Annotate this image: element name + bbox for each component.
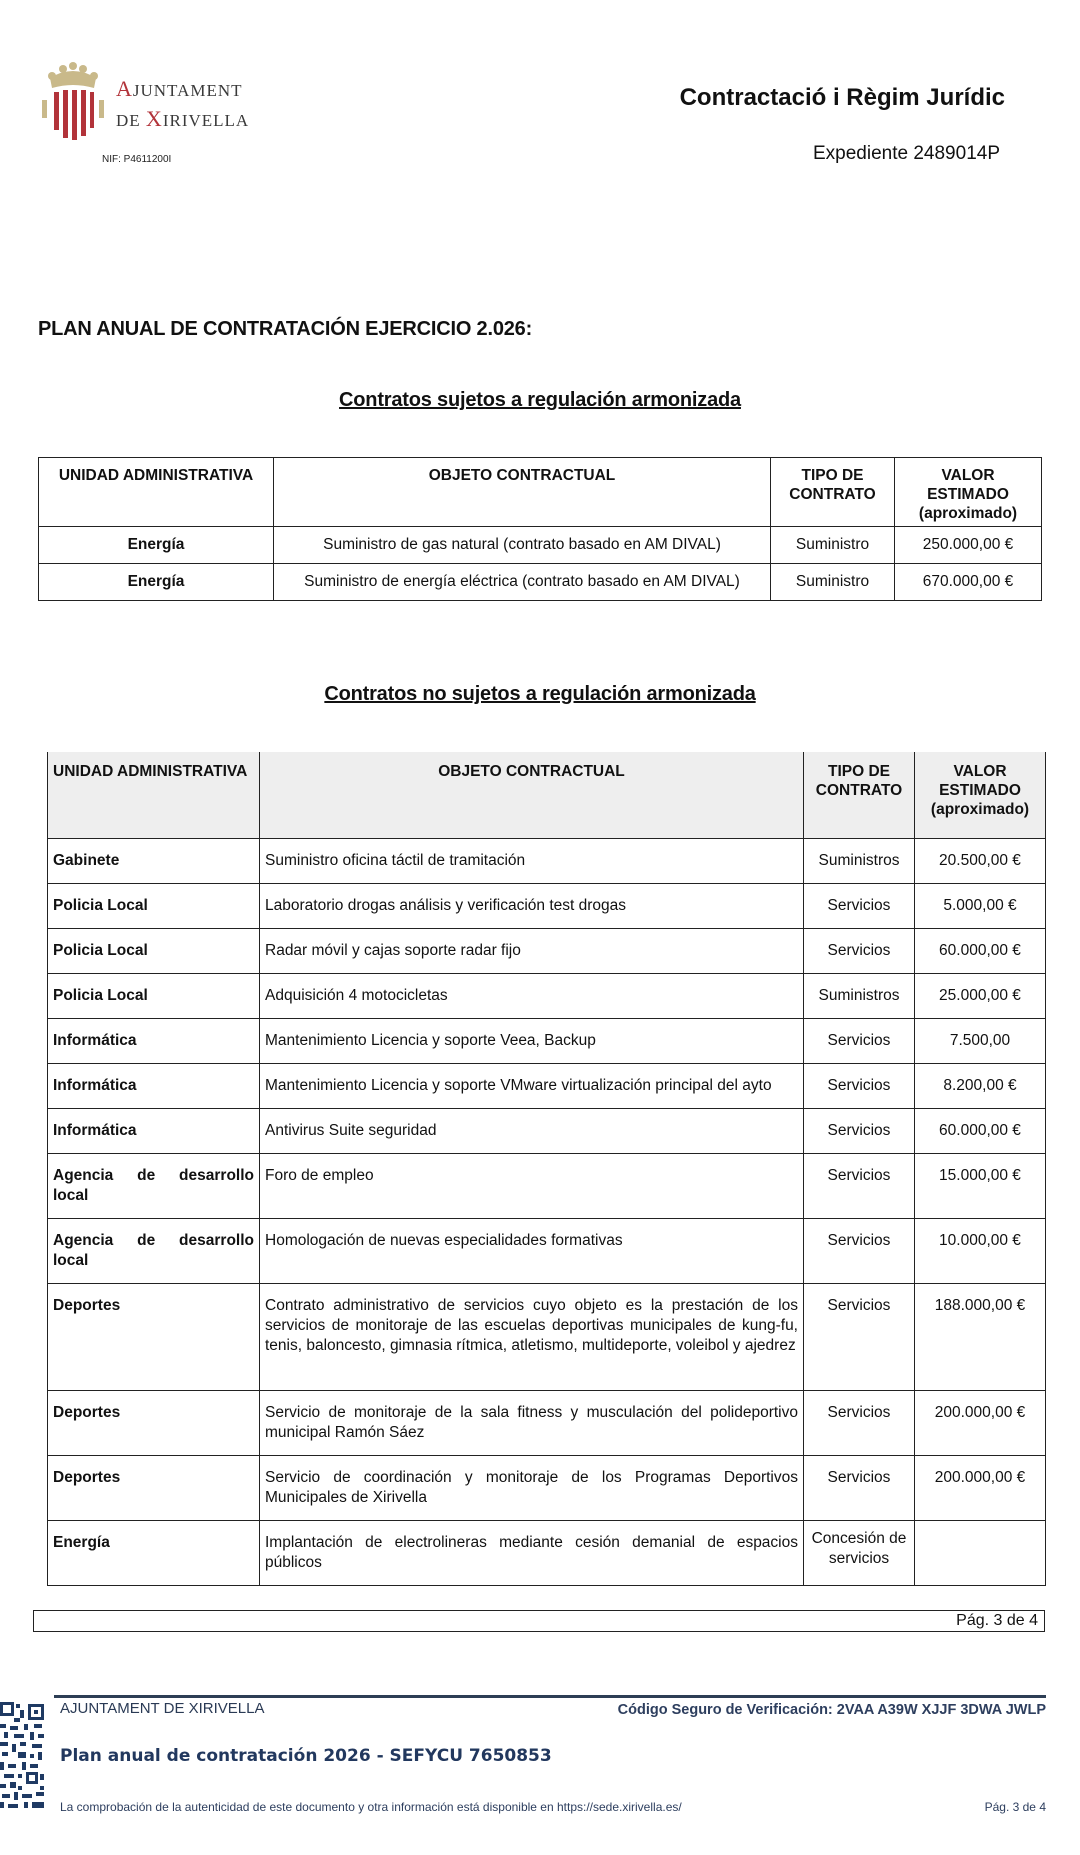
cell-tipo: Suministro [771,564,895,601]
table-row [48,883,1046,928]
harmonized-contracts-table [38,457,1042,601]
cell-objeto: Adquisición 4 motocicletas [260,973,804,1018]
org-line1: JUNTAMENT [132,81,243,100]
cell-valor: 8.200,00 € [915,1063,1046,1108]
cell-objeto: Foro de empleo [260,1153,804,1218]
column-header-objeto: OBJETO CONTRACTUAL [260,752,804,838]
cell-tipo: Servicios [804,1108,915,1153]
table-row [48,1520,1046,1585]
table-row [39,564,1042,601]
cell-tipo: Servicios [804,1018,915,1063]
page-number-box: Pág. 3 de 4 [33,1610,1045,1632]
cell-tipo: Suministros [804,838,915,883]
plan-title: PLAN ANUAL DE CONTRATACIÓN EJERCICIO 2.026: [38,318,533,340]
table-row [48,1455,1046,1520]
cell-objeto: Servicio de coordinación y monitoraje de los Programas Deportivos Municipales de Xirivella [260,1455,804,1520]
cell-unidad: Deportes [48,1390,260,1455]
cell-tipo: Servicios [804,1455,915,1520]
cell-unidad: Energía [48,1520,260,1585]
table-row [48,1108,1046,1153]
cell-unidad: Informática [48,1108,260,1153]
cell-unidad: Agencia de desarrollo local [48,1153,260,1218]
expediente-number: Expediente 2489014P [813,143,1000,164]
cell-tipo: Servicios [804,1063,915,1108]
department-title: Contractació i Règim Jurídic [679,84,1005,111]
cell-objeto: Servicio de monitoraje de la sala fitness y musculación del polideportivo municipal Ramón Sáez [260,1390,804,1455]
cell-valor: 200.000,00 € [915,1390,1046,1455]
cell-objeto: Mantenimiento Licencia y soporte VMware virtualización principal del ayto [260,1063,804,1108]
table-row [48,838,1046,883]
cell-objeto: Implantación de electrolineras mediante cesión demanial de espacios públicos [260,1520,804,1585]
cell-valor: 20.500,00 € [915,838,1046,883]
cell-valor: 200.000,00 € [915,1455,1046,1520]
cell-unidad: Informática [48,1018,260,1063]
cell-valor: 670.000,00 € [895,564,1042,601]
cell-valor: 5.000,00 € [915,883,1046,928]
table-row [48,1063,1046,1108]
org-initial: A [116,76,133,101]
column-header-tipo: TIPO DE CONTRATO [804,752,915,838]
cell-objeto: Mantenimiento Licencia y soporte Veea, Backup [260,1018,804,1063]
ajuntament-crest-icon [42,60,104,150]
table-row [48,1018,1046,1063]
cell-tipo: Suministros [804,973,915,1018]
cell-tipo: Concesión de servicios [804,1520,915,1585]
org-line2: IRIVELLA [162,111,250,130]
org-line2-initial: X [145,106,163,131]
cell-unidad: Deportes [48,1283,260,1390]
cell-valor: 250.000,00 € [895,527,1042,564]
table-header-row [48,752,1046,838]
table-header-row [39,458,1042,527]
cell-valor: 188.000,00 € [915,1283,1046,1390]
cell-valor: 25.000,00 € [915,973,1046,1018]
footer-page-number: Pág. 3 de 4 [984,1800,1046,1814]
cell-objeto: Laboratorio drogas análisis y verificación test drogas [260,883,804,928]
cell-unidad: Policia Local [48,973,260,1018]
cell-objeto: Antivirus Suite seguridad [260,1108,804,1153]
cell-unidad: Energía [39,564,274,601]
column-header-valor: VALOR ESTIMADO (aproximado) [895,458,1042,527]
qr-code-icon [0,1702,46,1812]
cell-tipo: Suministro [771,527,895,564]
section2-title: Contratos no sujetos a regulación armonizada [324,683,756,705]
cell-objeto: Contrato administrativo de servicios cuyo objeto es la prestación de los servicios de monitoraje de las escuelas deportivas municipales de kung-fu, tenis, baloncesto, gimnasia rítmica, atletismo, multideporte, voleibol y ajedrez [260,1283,804,1390]
cell-valor: 10.000,00 € [915,1218,1046,1283]
cell-objeto: Radar móvil y cajas soporte radar fijo [260,928,804,973]
section1-title: Contratos sujetos a regulación armonizada [339,389,741,411]
table-row [48,928,1046,973]
nif-label: NIF: P4611200I [102,154,172,165]
footer-document-title: Plan anual de contratación 2026 - SEFYCU 7650853 [60,1746,552,1766]
organization-name [116,78,249,132]
org-line2-prefix: DE [116,111,146,130]
verification-code: Código Seguro de Verificación: 2VAA A39W XJJF 3DWA JWLP [617,1702,1046,1718]
column-header-objeto: OBJETO CONTRACTUAL [274,458,771,527]
cell-objeto: Suministro de gas natural (contrato basado en AM DIVAL) [274,527,771,564]
footer-organization: AJUNTAMENT DE XIRIVELLA [60,1700,265,1717]
column-header-tipo: TIPO DE CONTRATO [771,458,895,527]
cell-tipo: Servicios [804,1283,915,1390]
table-row [48,973,1046,1018]
cell-unidad: Energía [39,527,274,564]
cell-tipo: Servicios [804,928,915,973]
cell-valor [915,1520,1046,1585]
cell-unidad: Policia Local [48,928,260,973]
cell-unidad: Agencia de desarrollo local [48,1218,260,1283]
cell-objeto: Homologación de nuevas especialidades formativas [260,1218,804,1283]
cell-valor: 60.000,00 € [915,928,1046,973]
footer-divider [54,1695,1046,1698]
cell-tipo: Servicios [804,1153,915,1218]
cell-tipo: Servicios [804,1390,915,1455]
table-row [39,527,1042,564]
cell-unidad: Informática [48,1063,260,1108]
cell-tipo: Servicios [804,1218,915,1283]
table-row [48,1218,1046,1283]
non-harmonized-contracts-table [47,752,1046,1586]
cell-unidad: Policia Local [48,883,260,928]
cell-objeto: Suministro de energía eléctrica (contrato basado en AM DIVAL) [274,564,771,601]
cell-valor: 7.500,00 [915,1018,1046,1063]
column-header-unidad: UNIDAD ADMINISTRATIVA [39,458,274,527]
column-header-unidad: UNIDAD ADMINISTRATIVA [48,752,260,838]
cell-unidad: Gabinete [48,838,260,883]
cell-valor: 15.000,00 € [915,1153,1046,1218]
cell-unidad: Deportes [48,1455,260,1520]
cell-tipo: Servicios [804,883,915,928]
authenticity-note: La comprobación de la autenticidad de este documento y otra información está disponible en https://sede.xirivella.es/ [60,1800,682,1814]
table-row [48,1283,1046,1390]
table-row [48,1390,1046,1455]
cell-objeto: Suministro oficina táctil de tramitación [260,838,804,883]
column-header-valor: VALOR ESTIMADO (aproximado) [915,752,1046,838]
table-row [48,1153,1046,1218]
cell-valor: 60.000,00 € [915,1108,1046,1153]
